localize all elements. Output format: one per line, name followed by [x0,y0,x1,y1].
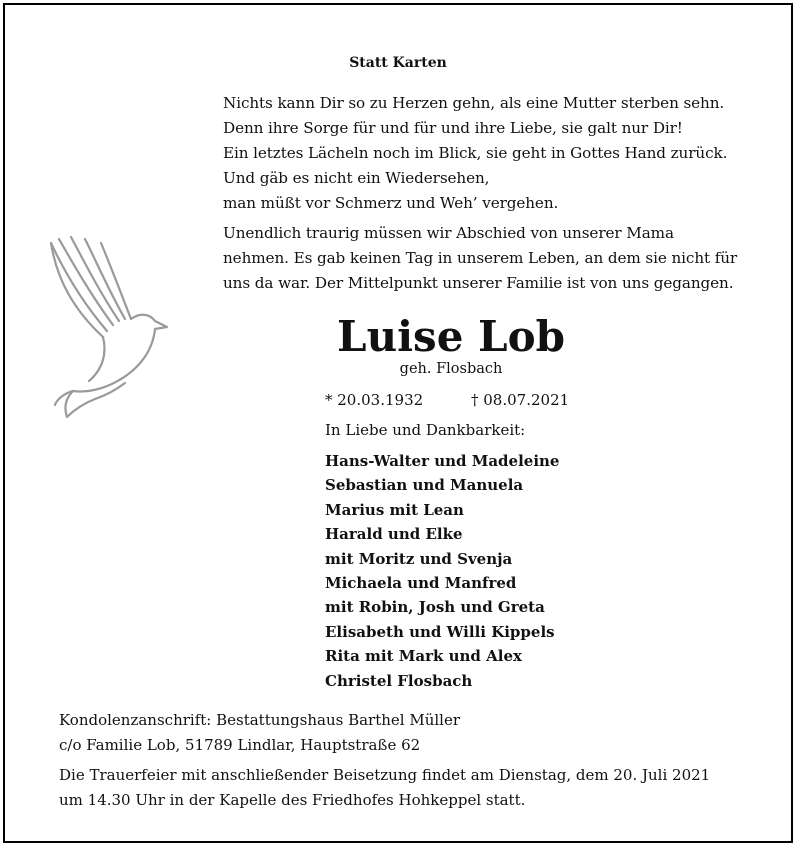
mourner-name: Christel Flosbach [325,671,473,690]
mourners-list [325,449,559,693]
funeral-line: um 14.30 Uhr in der Kapelle des Friedhofes Hohkeppel statt. [59,791,526,809]
poem-line: Ein letztes Lächeln noch im Blick, sie geht in Gottes Hand zurück. [223,144,728,162]
poem-line: man müßt vor Schmerz und Weh’ vergehen. [223,194,559,212]
obituary-frame [3,3,793,843]
paragraph-line: nehmen. Es gab keinen Tag in unserem Leben, an dem sie nicht für [223,249,738,267]
funeral-line: Die Trauerfeier mit anschließender Beisetzung findet am Dienstag, dem 20. Juli 2021 [59,766,711,784]
birth-date: * 20.03.1932 [325,391,424,409]
mourner-name: Elisabeth und Willi Kippels [325,622,555,641]
farewell-paragraph [223,221,783,296]
poem-line: Und gäb es nicht ein Wiedersehen, [223,169,490,187]
dove-icon [45,233,175,423]
mourner-name: Marius mit Lean [325,500,464,519]
mourner-name: Hans-Walter und Madeleine [325,452,560,470]
condolence-address [59,708,460,758]
mourner-name: Harald und Elke [325,525,463,544]
maiden-name: geh. Flosbach [399,361,503,377]
paragraph-line: uns da war. Der Mittelpunkt unserer Familie ist von uns gegangen. [223,274,734,292]
poem-line: Nichts kann Dir so zu Herzen gehn, als eine Mutter sterben sehn. [223,94,725,112]
mourners-intro: In Liebe und Dankbarkeit: [325,421,526,439]
mourner-name: mit Moritz und Svenja [325,549,513,568]
paragraph-line: Unendlich traurig müssen wir Abschied von unserer Mama [223,224,674,242]
deceased-name: Luise Lob [337,312,565,361]
funeral-notice [59,763,710,813]
death-date: † 08.07.2021 [471,391,570,409]
mourner-name: mit Robin, Josh und Greta [325,598,545,617]
mourner-name: Michaela und Manfred [325,574,517,593]
mourner-name: Sebastian und Manuela [325,476,524,495]
heading-statt-karten: Statt Karten [349,55,447,71]
mourner-name: Rita mit Mark und Alex [325,647,522,666]
condolence-line: Kondolenzanschrift: Bestattungshaus Barthel Müller [59,711,461,729]
condolence-line: c/o Familie Lob, 51789 Lindlar, Hauptstraße 62 [59,736,421,754]
poem-line: Denn ihre Sorge für und für und ihre Liebe, sie galt nur Dir! [223,119,683,137]
poem [223,91,783,216]
